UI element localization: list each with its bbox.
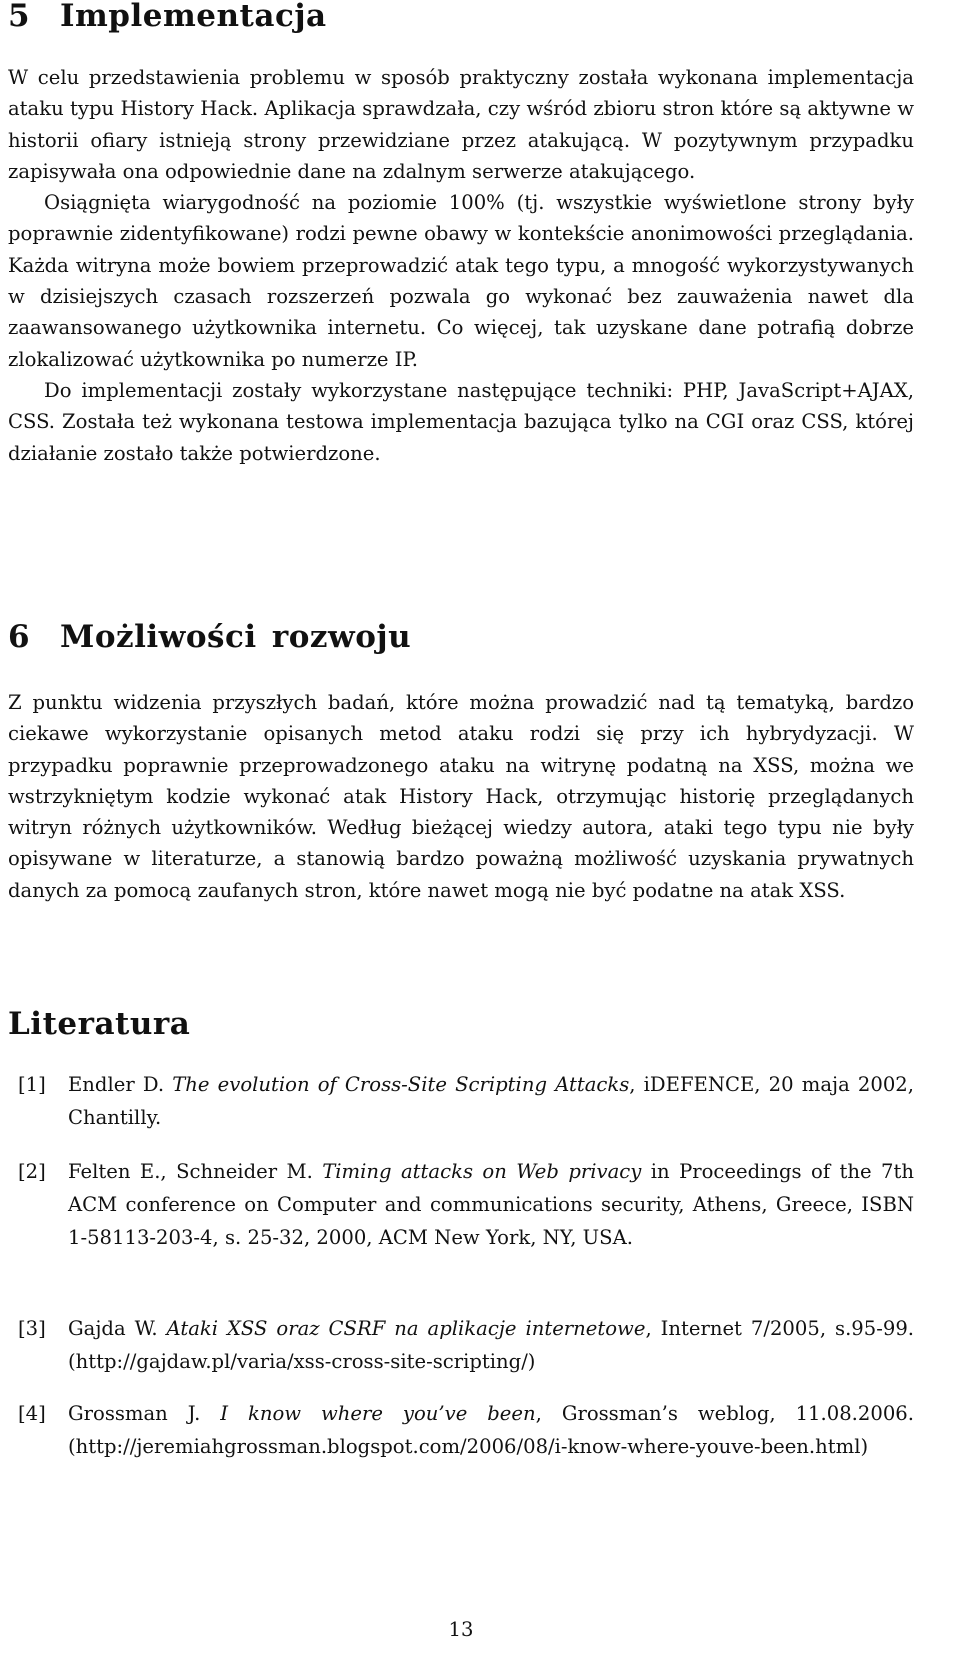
section-number: 5 bbox=[8, 0, 31, 34]
section-title: Możliwości rozwoju bbox=[60, 619, 412, 655]
reference-label: [4] bbox=[18, 1402, 46, 1425]
reference-title: Ataki XSS oraz CSRF na aplikacje internetowe bbox=[166, 1317, 646, 1340]
reference-details: , Grossman’s weblog, 11.08.2006. (http://jeremiahgrossman.blogspot.com/2006/08/i-know-where-youve-been.html) bbox=[68, 1402, 914, 1458]
bibliography-title: Literatura bbox=[8, 1006, 191, 1042]
paragraph: Do implementacji zostały wykorzystane następujące techniki: PHP, JavaScript+AJAX, CSS. Została też wykonana testowa implementacja bazująca tylko na CGI oraz CSS, której działanie zostało także potwierdzone. bbox=[8, 378, 914, 465]
reference-item bbox=[18, 1155, 914, 1254]
bibliography-heading bbox=[8, 1006, 190, 1042]
reference-details: in Proceedings of the 7th ACM conference on Computer and communications security, Athens, Greece, ISBN 1-58113-203-4, s. 25-32, 2000, ACM New York, NY, USA. bbox=[68, 1160, 914, 1249]
paragraph: Osiągnięta wiarygodność na poziomie 100% (tj. wszystkie wyświetlone strony były poprawnie zidentyfikowane) rodzi pewne obawy w kontekście anonimowości przeglądania. Każda witryna może bowiem przeprowadzić atak tego typu, a mnogość wykorzystywanych w dzisiejszych czasach rozszerzeń pozwala go wykonać bez zauważenia nawet dla zaawansowanego użytkownika internetu. Co więcej, tak uzyskane dane potrafią dobrze zlokalizować użytkownika po numerze IP. bbox=[8, 191, 914, 371]
section-title: Implementacja bbox=[60, 0, 327, 34]
page-number: 13 bbox=[448, 1618, 474, 1641]
reference-authors: Grossman J. bbox=[68, 1402, 221, 1425]
section-heading-mozliwosci-rozwoju bbox=[8, 619, 411, 655]
paragraph: Z punktu widzenia przyszłych badań, które można prowadzić nad tą tematyką, bardzo ciekawe wykorzystanie opisanych metod ataku rodzi się przy ich hybrydyzacji. W przypadku poprawnie przeprowadzonego ataku na witrynę podatną na XSS, można we wstrzykniętym kodzie wykonać atak History Hack, otrzymując historię przeglądanych witryn różnych użytkowników. Według bieżącej wiedzy autora, ataki tego typu nie były opisywane w literaturze, a stanowią bardzo poważną możliwość uzyskania prywatnych danych za pomocą zaufanych stron, które nawet mogą nie być podatne na atak XSS. bbox=[8, 691, 914, 902]
reference-item bbox=[18, 1312, 914, 1378]
reference-details: , Internet 7/2005, s.95-99. (http://gajdaw.pl/varia/xss-cross-site-scripting/) bbox=[68, 1317, 915, 1373]
reference-title: I know where you’ve been bbox=[220, 1402, 536, 1425]
reference-label: [1] bbox=[18, 1073, 46, 1096]
reference-label: [3] bbox=[18, 1317, 46, 1340]
reference-details: , iDEFENCE, 20 maja 2002, Chantilly. bbox=[68, 1073, 914, 1129]
reference-authors: Felten E., Schneider M. bbox=[68, 1160, 323, 1183]
paragraph: W celu przedstawienia problemu w sposób praktyczny została wykonana implementacja ataku typu History Hack. Aplikacja sprawdzała, czy wśród zbioru stron które są aktywne w historii ofiary istnieją strony przewidziane przez atakującą. W pozytywnym przypadku zapisywała ona odpowiednie dane na zdalnym serwerze atakującego. bbox=[8, 66, 914, 183]
reference-authors: Endler D. bbox=[68, 1073, 173, 1096]
section-number: 6 bbox=[8, 619, 31, 655]
section-body-mozliwosci-rozwoju bbox=[8, 687, 914, 906]
section-heading-implementacja bbox=[8, 0, 327, 34]
section-body-implementacja bbox=[8, 62, 914, 469]
reference-item bbox=[18, 1397, 914, 1463]
reference-title: The evolution of Cross-Site Scripting Attacks bbox=[172, 1073, 630, 1096]
reference-item bbox=[18, 1068, 914, 1134]
reference-authors: Gajda W. bbox=[68, 1317, 167, 1340]
reference-label: [2] bbox=[18, 1160, 46, 1183]
reference-title: Timing attacks on Web privacy bbox=[322, 1160, 642, 1183]
